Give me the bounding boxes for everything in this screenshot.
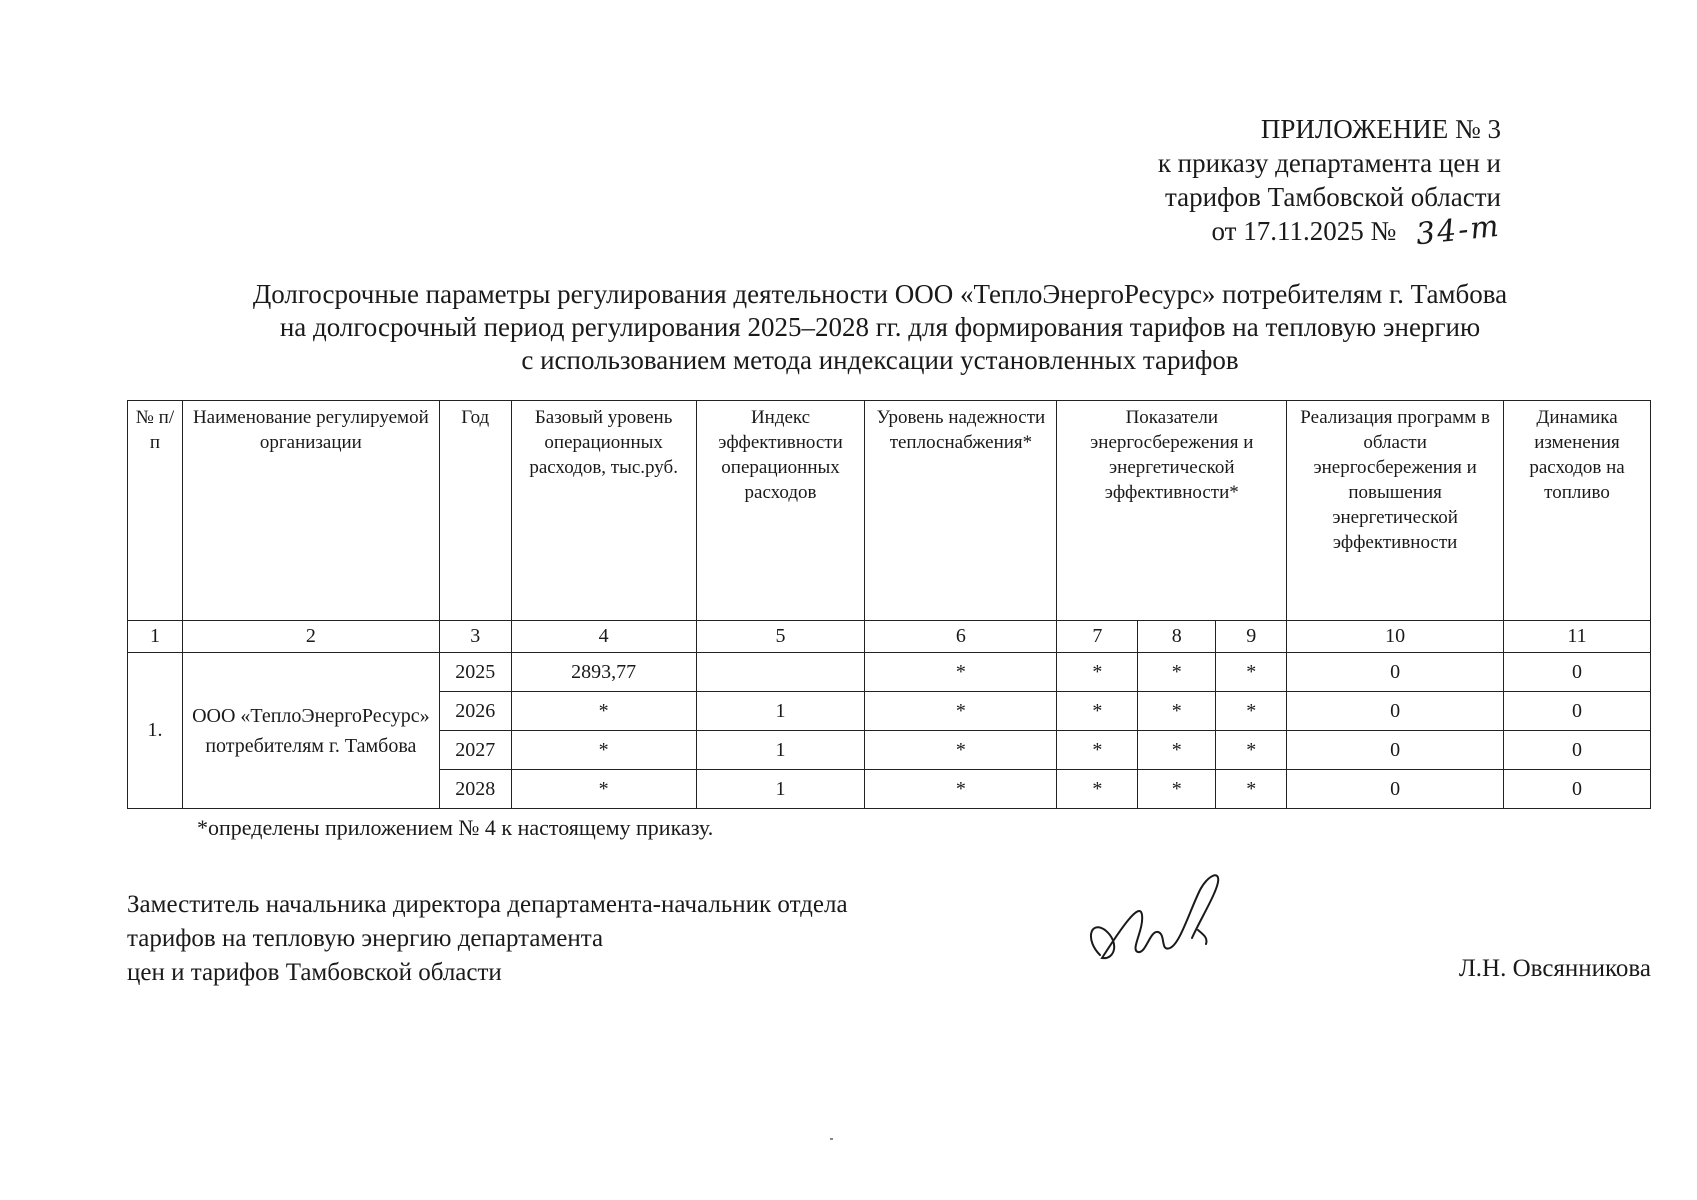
energy-saving-cell: * [1057, 731, 1138, 770]
year-cell: 2026 [439, 692, 511, 731]
handwritten-signature [1080, 860, 1260, 980]
fuel-dynamics-cell: 0 [1504, 731, 1651, 770]
energy-saving-cell: * [1216, 731, 1287, 770]
energy-saving-cell: * [1138, 770, 1216, 809]
column-number: 8 [1138, 621, 1216, 653]
appendix-number: ПРИЛОЖЕНИЕ № 3 [1260, 114, 1501, 144]
base-opex-cell: * [511, 731, 696, 770]
appendix-order-ref: к приказу департамента цен и [1157, 148, 1501, 178]
row-number: 1. [128, 653, 183, 809]
base-opex-cell: * [511, 692, 696, 731]
title-line-3: с использованием метода индексации установленных тарифов [521, 345, 1239, 375]
document-title [0, 278, 1697, 377]
programs-cell: 0 [1287, 692, 1504, 731]
table-header-row [128, 401, 1651, 621]
handwritten-order-number: 34-т [1414, 208, 1503, 253]
energy-saving-cell: * [1216, 653, 1287, 692]
footnote: *определены приложением № 4 к настоящему приказу. [197, 815, 714, 840]
appendix-header [1157, 112, 1503, 253]
column-number: 5 [696, 621, 865, 653]
fuel-dynamics-cell: 0 [1504, 692, 1651, 731]
column-number: 2 [182, 621, 439, 653]
header-energy-saving: Показатели энергосбережения и энергетической эффективности* [1057, 401, 1287, 621]
reliability-cell: * [865, 770, 1057, 809]
header-organization: Наименование регулируемой организации [182, 401, 439, 621]
position-line-3: цен и тарифов Тамбовской области [127, 959, 502, 986]
column-number-row [128, 621, 1651, 653]
organization-name: ООО «ТеплоЭнергоРесурс» потребителям г. Тамбова [182, 653, 439, 809]
position-line-2: тарифов на тепловую энергию департамента [127, 925, 604, 952]
year-cell: 2028 [439, 770, 511, 809]
energy-saving-cell: * [1216, 770, 1287, 809]
signatory-name: Л.Н. Овсянникова [1458, 955, 1651, 982]
efficiency-index-cell: 1 [696, 731, 865, 770]
reliability-cell: * [865, 653, 1057, 692]
base-opex-cell: * [511, 770, 696, 809]
column-number: 6 [865, 621, 1057, 653]
programs-cell: 0 [1287, 731, 1504, 770]
year-cell: 2027 [439, 731, 511, 770]
year-cell: 2025 [439, 653, 511, 692]
energy-saving-cell: * [1216, 692, 1287, 731]
programs-cell: 0 [1287, 653, 1504, 692]
energy-saving-cell: * [1138, 692, 1216, 731]
column-number: 1 [128, 621, 183, 653]
fuel-dynamics-cell: 0 [1504, 770, 1651, 809]
table-row [128, 653, 1651, 692]
programs-cell: 0 [1287, 770, 1504, 809]
energy-saving-cell: * [1138, 731, 1216, 770]
signatory-position [127, 888, 848, 990]
base-opex-cell: 2893,77 [511, 653, 696, 692]
energy-saving-cell: * [1057, 692, 1138, 731]
reliability-cell: * [865, 731, 1057, 770]
column-number: 9 [1216, 621, 1287, 653]
energy-saving-cell: * [1138, 653, 1216, 692]
energy-saving-cell: * [1057, 653, 1138, 692]
column-number: 11 [1504, 621, 1651, 653]
column-number: 4 [511, 621, 696, 653]
header-reliability: Уровень надежности теплоснабжения* [865, 401, 1057, 621]
column-number: 3 [439, 621, 511, 653]
fuel-dynamics-cell: 0 [1504, 653, 1651, 692]
appendix-date: от 17.11.2025 № [1211, 216, 1397, 246]
header-fuel-dynamics: Динамика изменения расходов на топливо [1504, 401, 1651, 621]
appendix-date-line [1158, 208, 1503, 253]
title-line-1: Долгосрочные параметры регулирования деятельности ООО «ТеплоЭнергоРесурс» потребителям г. Тамбова [252, 279, 1508, 309]
parameters-table [127, 400, 1651, 809]
column-number: 7 [1057, 621, 1138, 653]
energy-saving-cell: * [1057, 770, 1138, 809]
efficiency-index-cell: 1 [696, 692, 865, 731]
efficiency-index-cell: 1 [696, 770, 865, 809]
header-programs: Реализация программ в области энергосбережения и повышения энергетической эффективности [1287, 401, 1504, 621]
header-efficiency-index: Индекс эффективности операционных расходов [696, 401, 865, 621]
position-line-1: Заместитель начальника директора департамента-начальник отдела [127, 891, 848, 918]
reliability-cell: * [865, 692, 1057, 731]
header-base-opex: Базовый уровень операционных расходов, тыс.руб. [511, 401, 696, 621]
header-number: № п/п [128, 401, 183, 621]
appendix-department: тарифов Тамбовской области [1165, 182, 1501, 212]
title-line-2: на долгосрочный период регулирования 2025–2028 гг. для формирования тарифов на тепловую энергию [279, 312, 1481, 342]
efficiency-index-cell [696, 653, 865, 692]
scan-speck [830, 1138, 833, 1140]
column-number: 10 [1287, 621, 1504, 653]
header-year: Год [439, 401, 511, 621]
